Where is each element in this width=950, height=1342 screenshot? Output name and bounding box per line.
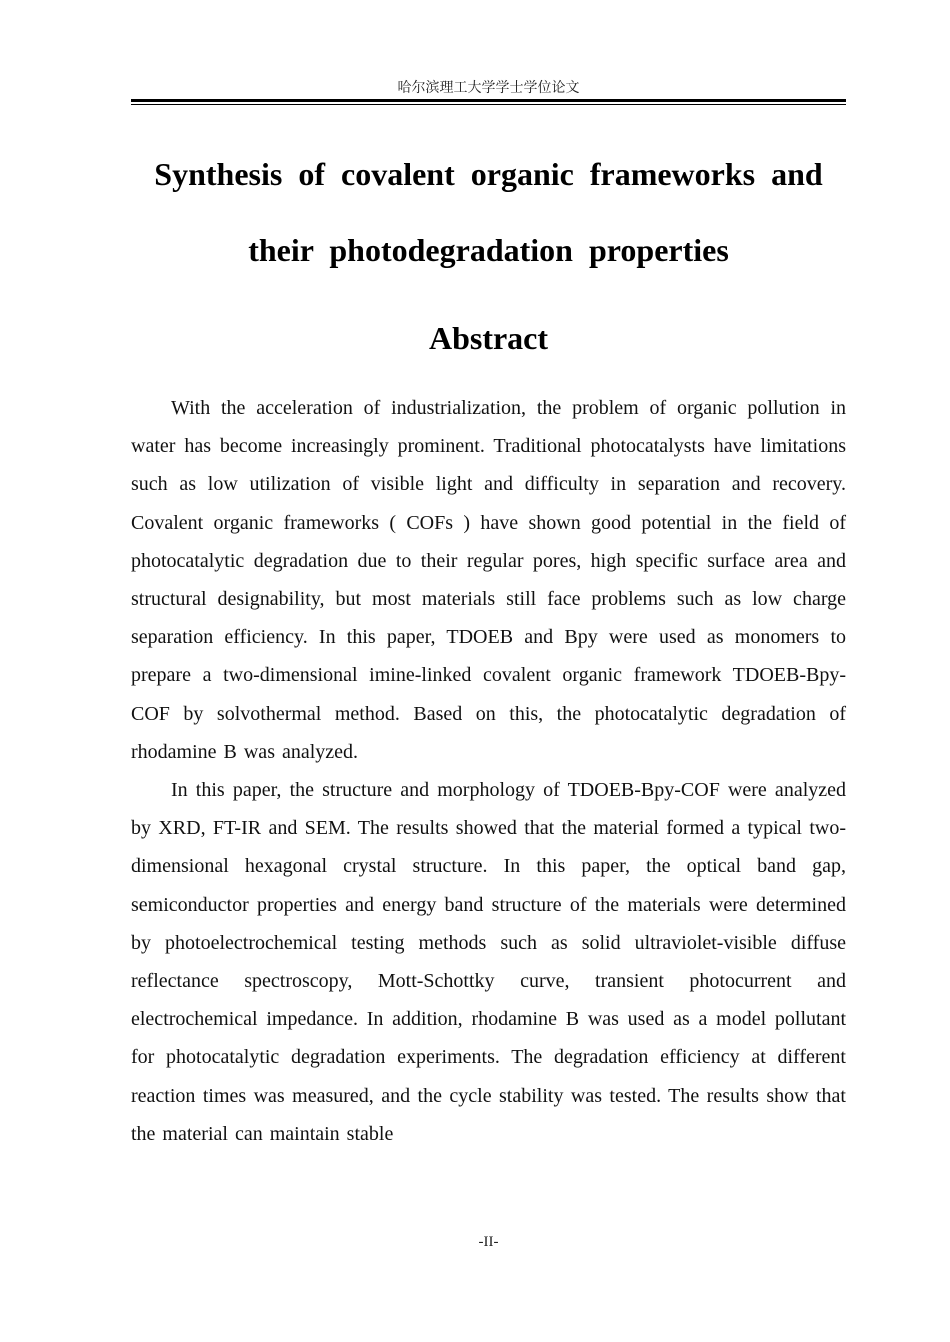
thesis-title-line-1: Synthesis of covalent organic frameworks and: [154, 156, 823, 192]
page-number: -II-: [478, 1234, 499, 1250]
abstract-paragraph-2: In this paper, the structure and morphology of TDOEB-Bpy-COF were analyzed by XRD, FT-IR and SEM. The results showed that the material formed a typical two-dimensional hexagonal crystal structure. In this paper, the optical band gap, semiconductor properties and energy band structure of the materials were determined by photoelectrochemical testing methods such as solid ultraviolet-visible diffuse reflectance spectroscopy, Mott-Schottky curve, transient photocurrent and electrochemical impedance. In addition, rhodamine B was used as a model pollutant for photocatalytic degradation experiments. The degradation efficiency at different reaction times was measured, and the cycle stability was tested. The results show that the material can maintain stable: [131, 779, 846, 1145]
header-rule: [131, 99, 846, 102]
page-header: 哈尔滨理工大学学士学位论文: [397, 81, 580, 96]
header-rule-secondary: [131, 104, 846, 105]
thesis-title-line-2: their photodegradation properties: [248, 232, 729, 268]
abstract-paragraph-1: With the acceleration of industrialization, the problem of organic pollution in water has become increasingly prominent. Traditional photocatalysts have limitations such as low utilization of visible light and difficulty in separation and recovery. Covalent organic frameworks ( COFs ) have shown good potential in the field of photocatalytic degradation due to their regular pores, high specific surface area and structural designability, but most materials still face problems such as low charge separation efficiency. In this paper, TDOEB and Bpy were used as monomers to prepare a two-dimensional imine-linked covalent organic framework TDOEB-Bpy-COF by solvothermal method. Based on this, the photocatalytic degradation of rhodamine B was analyzed.: [131, 397, 846, 763]
abstract-heading: Abstract: [428, 320, 549, 356]
abstract-body: [131, 389, 846, 1153]
